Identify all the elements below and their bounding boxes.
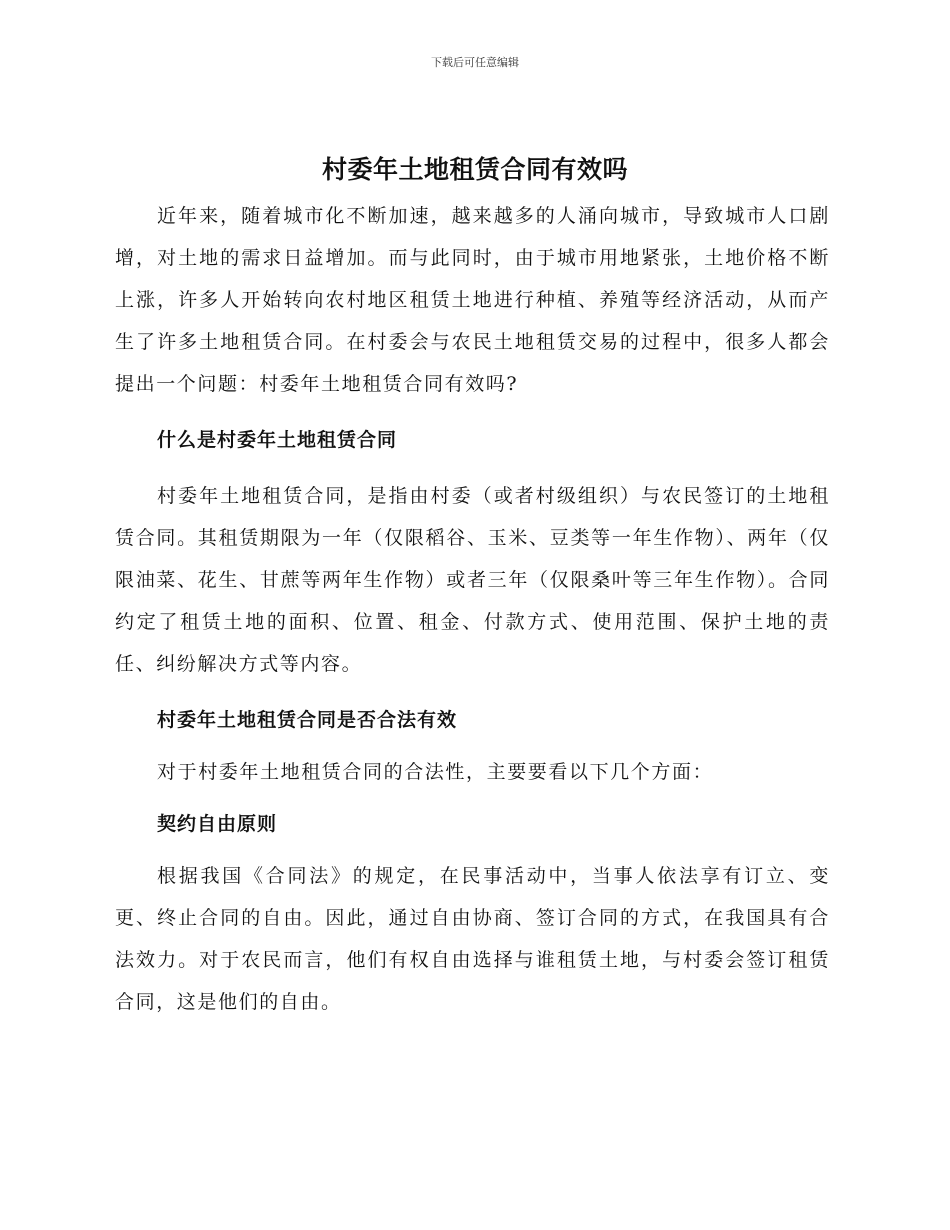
heading-what-is: 什么是村委年土地租赁合同	[157, 429, 398, 451]
intro-paragraph: 近年来，随着城市化不断加速，越来越多的人涌向城市，导致城市人口剧增，对土地的需求日益增加。而与此同时，由于城市用地紧张，土地价格不断上涨，许多人开始转向农村地区租赁土地进行种植、养殖等经济活动，从而产生了许多土地租赁合同。在村委会与农民土地租赁交易的过程中，很多人都会提出一个问题：村委年土地租赁合同有效吗?	[115, 205, 830, 395]
header-note: 下载后可任意编辑	[431, 56, 519, 69]
legality-intro-paragraph: 对于村委年土地租赁合同的合法性，主要要看以下几个方面：	[157, 761, 714, 783]
document-title: 村委年土地租赁合同有效吗	[321, 155, 628, 184]
heading-freedom-principle: 契约自由原则	[157, 813, 278, 835]
heading-is-legal: 村委年土地租赁合同是否合法有效	[157, 709, 458, 731]
document-body	[115, 195, 830, 1023]
definition-paragraph: 村委年土地租赁合同，是指由村委（或者村级组织）与农民签订的土地租赁合同。其租赁期限为一年（仅限稻谷、玉米、豆类等一年生作物）、两年（仅限油菜、花生、甘蔗等两年生作物）或者三年（仅限桑叶等三年生作物）。合同约定了租赁土地的面积、位置、租金、付款方式、使用范围、保护土地的责任、纠纷解决方式等内容。	[115, 485, 830, 675]
freedom-paragraph: 根据我国《合同法》的规定，在民事活动中，当事人依法享有订立、变更、终止合同的自由。因此，通过自由协商、签订合同的方式，在我国具有合法效力。对于农民而言，他们有权自由选择与谁租赁土地，与村委会签订租赁合同，这是他们的自由。	[115, 865, 830, 1013]
